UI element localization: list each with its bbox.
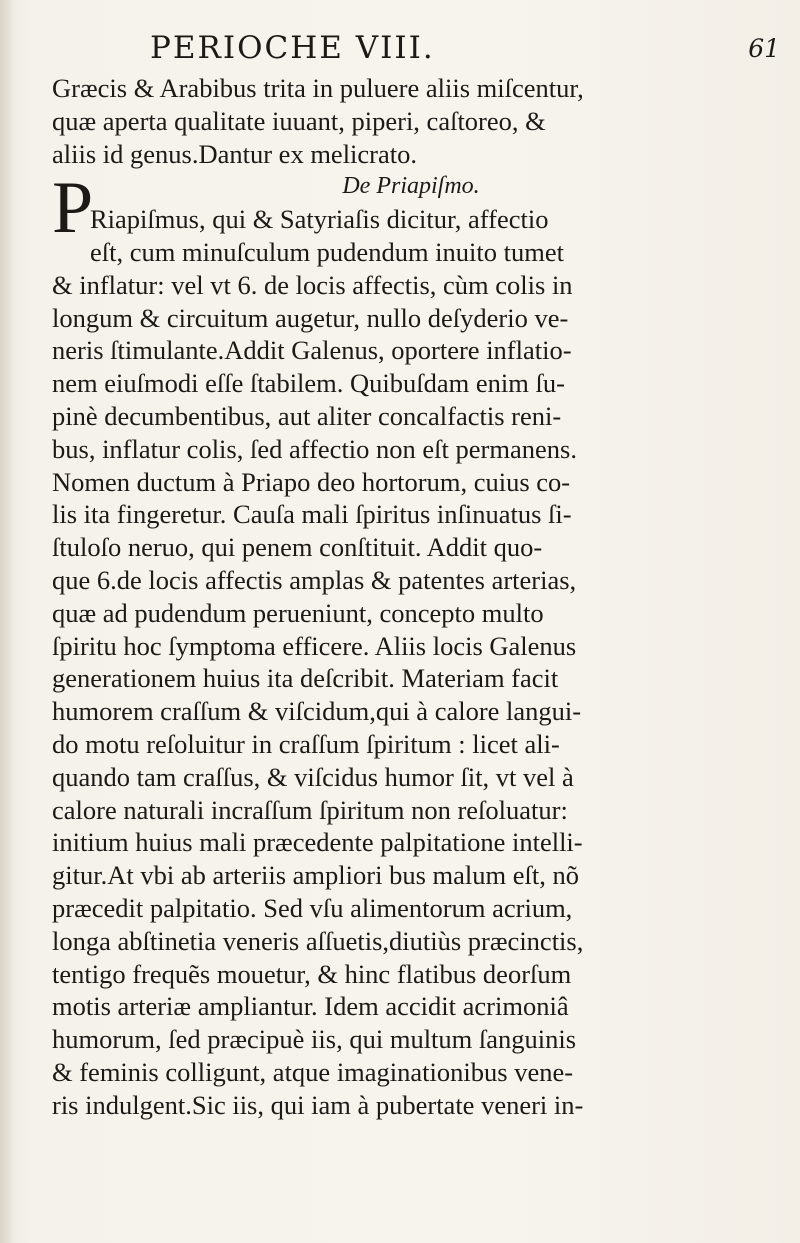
page-header <box>150 30 780 70</box>
text-line: aliis id genus.Dantur ex melicrato. <box>52 138 418 169</box>
text-line: & inflatur: vel vt 6. de locis affectis, cùm colis in <box>52 269 573 300</box>
text-line: humorum, ſed præcipuè iis, qui multum ſanguinis <box>52 1024 577 1055</box>
running-head: PERIOCHE VIII. <box>150 30 435 66</box>
text-line: & feminis colligunt, atque imaginationibus vene- <box>52 1056 574 1087</box>
text-line: ris indulgent.Sic iis, qui iam à pubertate veneri in- <box>52 1089 584 1120</box>
text-line: nem eiuſmodi eſſe ſtabilem. Quibuſdam enim ſu- <box>52 368 565 399</box>
text-line: motis arteriæ ampliantur. Idem accidit acrimoniâ <box>52 991 569 1022</box>
text-line: do motu reſoluitur in craſſum ſpiritum : licet ali- <box>52 728 560 759</box>
text-line: bus, inflatur colis, ſed affectio non eſt permanens. <box>52 433 577 464</box>
text-line: initium huius mali præcedente palpitatione intelli- <box>52 827 583 858</box>
page-number: 61 <box>748 34 780 63</box>
text-line: Nomen ductum à Priapo deo hortorum, cuius co- <box>52 466 571 497</box>
text-line: neris ſtimulante.Addit Galenus, oportere inflatio- <box>52 335 572 366</box>
text-line: gitur.At vbi ab arteriis ampliori bus malum eſt, nõ <box>52 860 579 891</box>
section-heading: De Priapiſmo. <box>342 173 480 200</box>
text-line: tentigo frequẽs mouetur, & hinc flatibus deorſum <box>52 958 572 989</box>
drop-capital: P <box>52 167 94 249</box>
text-line: generationem huius ita deſcribit. Materiam facit <box>52 663 559 694</box>
text-line: calore naturali incraſſum ſpiritum non reſoluatur: <box>52 794 568 825</box>
text-line: longa abſtinetia veneris aſſuetis,diutiùs præcinctis, <box>52 925 584 956</box>
text-line: quæ ad pudendum perueniunt, concepto multo <box>52 597 544 628</box>
text-line: pinè decumbentibus, aut aliter concalfactis reni- <box>52 400 562 431</box>
text-line: quando tam craſſus, & viſcidus humor ſit, vt vel à <box>52 761 574 792</box>
text-line: eſt, cum minuſculum pudendum inuito tumet <box>90 236 564 267</box>
gutter-shadow <box>0 0 14 1243</box>
text-line: præcedit palpitatio. Sed vſu alimentorum acrium, <box>52 892 573 923</box>
text-line: Græcis & Arabibus trita in puluere aliis miſcentur, <box>52 73 584 103</box>
text-line: longum & circuitum augetur, nullo deſyderio ve- <box>52 302 569 333</box>
text-line: lis ita fingeretur. Cauſa mali ſpiritus inſinuatus ſi- <box>52 499 572 530</box>
text-line: humorem craſſum & viſcidum,qui à calore langui- <box>52 696 582 727</box>
text-line: quæ aperta qualitate iuuant, piperi, caſtoreo, & <box>52 105 546 136</box>
text-line: ſtuloſo neruo, qui penem conſtituit. Addit quo- <box>52 532 543 563</box>
text-line: que 6.de locis affectis amplas & patentes arterias, <box>52 564 577 595</box>
text-line: Riapiſmus, qui & Satyriaſis dicitur, affectio <box>90 204 549 235</box>
text-line: ſpiritu hoc ſymptoma efficere. Aliis locis Galenus <box>52 630 577 661</box>
body-text <box>52 72 770 1122</box>
